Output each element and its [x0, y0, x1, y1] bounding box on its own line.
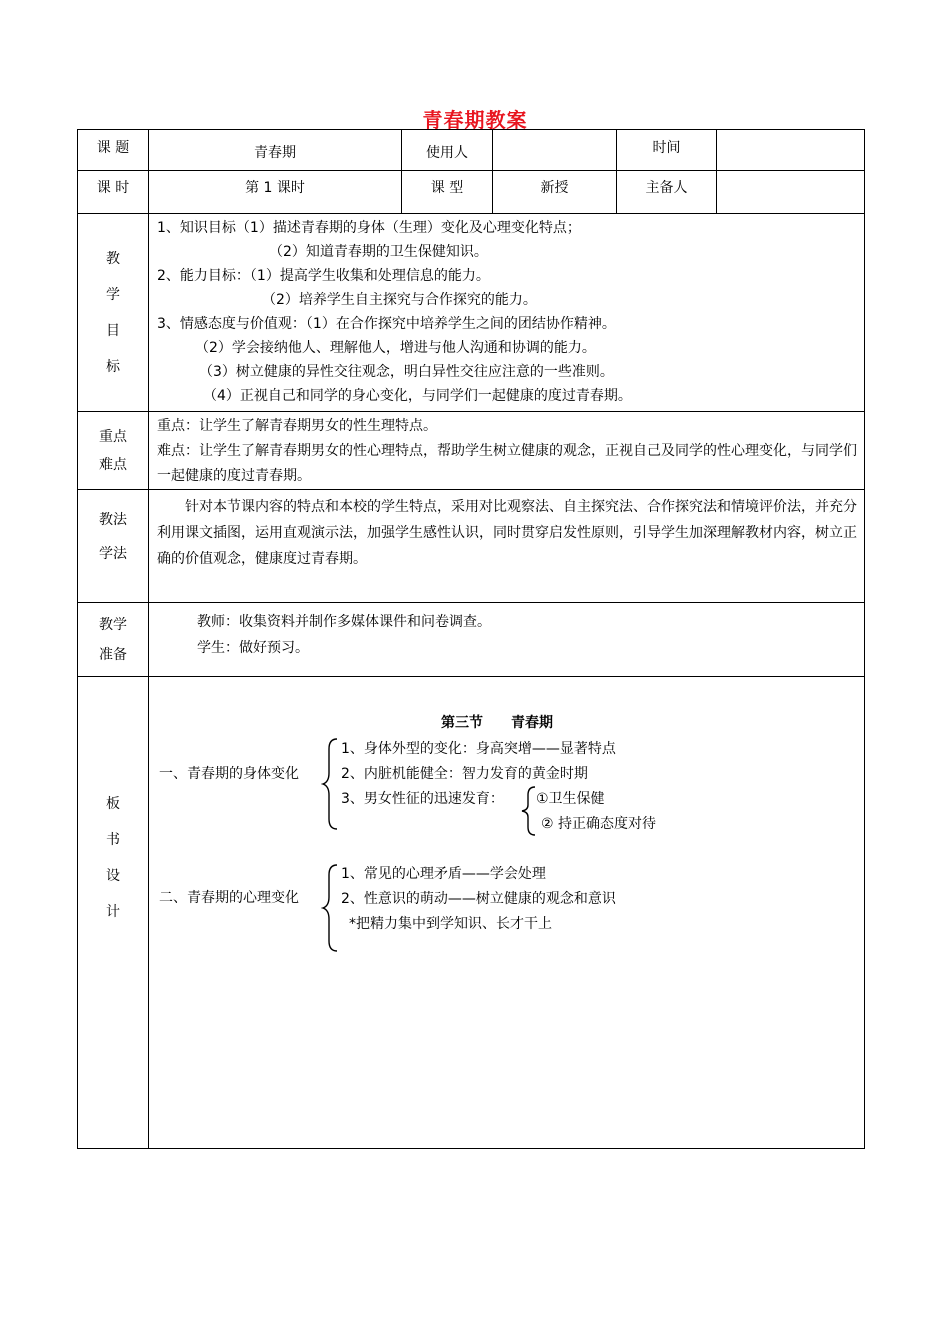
key-points-content	[149, 412, 865, 490]
period-value: 第 1 课时	[149, 171, 402, 214]
objectives-content	[149, 214, 865, 412]
header-row-topic	[78, 130, 865, 171]
methods-row	[78, 490, 865, 603]
preparation-label: 教学 准备	[78, 603, 149, 677]
methods-text: 针对本节课内容的特点和本校的学生特点，采用对比观察法、自主探究法、合作探究法和情境评价法，并充分利用课文插图，运用直观演示法，加强学生感性认识，同时贯穿启发性原则，引导学生加深理解教材内容，树立正确的价值观念，健康度过青春期。	[157, 499, 857, 567]
section1-item: 1、身体外型的变化：身高突增——显著特点	[341, 741, 616, 757]
objective-line: （2）培养学生自主探究与合作探究的能力。	[262, 292, 537, 308]
user-label: 使用人	[402, 130, 493, 171]
section2-item: 1、常见的心理矛盾——学会处理	[341, 866, 546, 882]
board-heading: 第三节 青春期	[441, 715, 553, 731]
type-value: 新授	[493, 171, 617, 214]
preparer-label: 主备人	[617, 171, 717, 214]
section1-sub-item: ② 持正确态度对待	[541, 816, 657, 832]
preparation-content	[149, 603, 865, 677]
objectives-label: 教 学 目 标	[78, 214, 149, 412]
topic-label: 课 题	[78, 130, 149, 171]
section2-item: 2、性意识的萌动——树立健康的观念和意识	[341, 891, 616, 907]
teacher-prep: 教师：收集资料并制作多媒体课件和问卷调查。	[197, 614, 491, 630]
objective-line: （2）知道青春期的卫生保健知识。	[269, 244, 488, 260]
student-prep: 学生：做好预习。	[197, 640, 309, 656]
section1-brace	[321, 737, 341, 831]
user-value	[493, 130, 617, 171]
section1-title: 一、青春期的身体变化	[159, 766, 299, 782]
lesson-plan-table	[77, 129, 865, 1149]
section1-sub-item: ①卫生保健	[536, 791, 605, 807]
methods-content	[149, 490, 865, 603]
section2-title: 二、青春期的心理变化	[159, 890, 299, 906]
methods-label: 教法 学法	[78, 490, 149, 603]
key-points-row	[78, 412, 865, 490]
board-label: 板 书 设 计	[78, 677, 149, 1149]
period-label: 课 时	[78, 171, 149, 214]
time-label: 时间	[617, 130, 717, 171]
section1-item: 3、男女性征的迅速发育：	[341, 791, 504, 807]
topic-value: 青春期	[149, 130, 402, 171]
objective-line: 3、情感态度与价值观：（1）在合作探究中培养学生之间的团结协作精神。	[157, 316, 616, 332]
section2-brace	[321, 863, 341, 953]
section2-item: *把精力集中到学知识、长才干上	[349, 916, 552, 932]
header-row-period	[78, 171, 865, 214]
difficulty-text: 难点：让学生了解青春期男女的性心理特点，帮助学生树立健康的观念，正视自己及同学的性心理变化，与同学们一起健康的度过青春期。	[157, 443, 857, 484]
board-content	[149, 677, 865, 1149]
preparer-value	[717, 171, 865, 214]
objective-line: 1、知识目标（1）描述青春期的身体（生理）变化及心理变化特点；	[157, 220, 581, 236]
time-value	[717, 130, 865, 171]
board-row	[78, 677, 865, 1149]
objectives-row	[78, 214, 865, 412]
document-title: 青春期教案	[422, 108, 528, 132]
objective-line: （2）学会接纳他人、理解他人，增进与他人沟通和协调的能力。	[195, 340, 596, 356]
objective-line: 2、能力目标：（1）提高学生收集和处理信息的能力。	[157, 268, 490, 284]
key-points-label: 重点 难点	[78, 412, 149, 490]
objective-line: （3）树立健康的异性交往观念，明白异性交往应注意的一些准则。	[199, 364, 614, 380]
objective-line: （4）正视自己和同学的身心变化，与同学们一起健康的度过青春期。	[203, 388, 632, 404]
preparation-row	[78, 603, 865, 677]
section1-item: 2、内脏机能健全：智力发育的黄金时期	[341, 766, 588, 782]
focus-text: 重点：让学生了解青春期男女的性生理特点。	[157, 418, 437, 434]
type-label: 课 型	[402, 171, 493, 214]
